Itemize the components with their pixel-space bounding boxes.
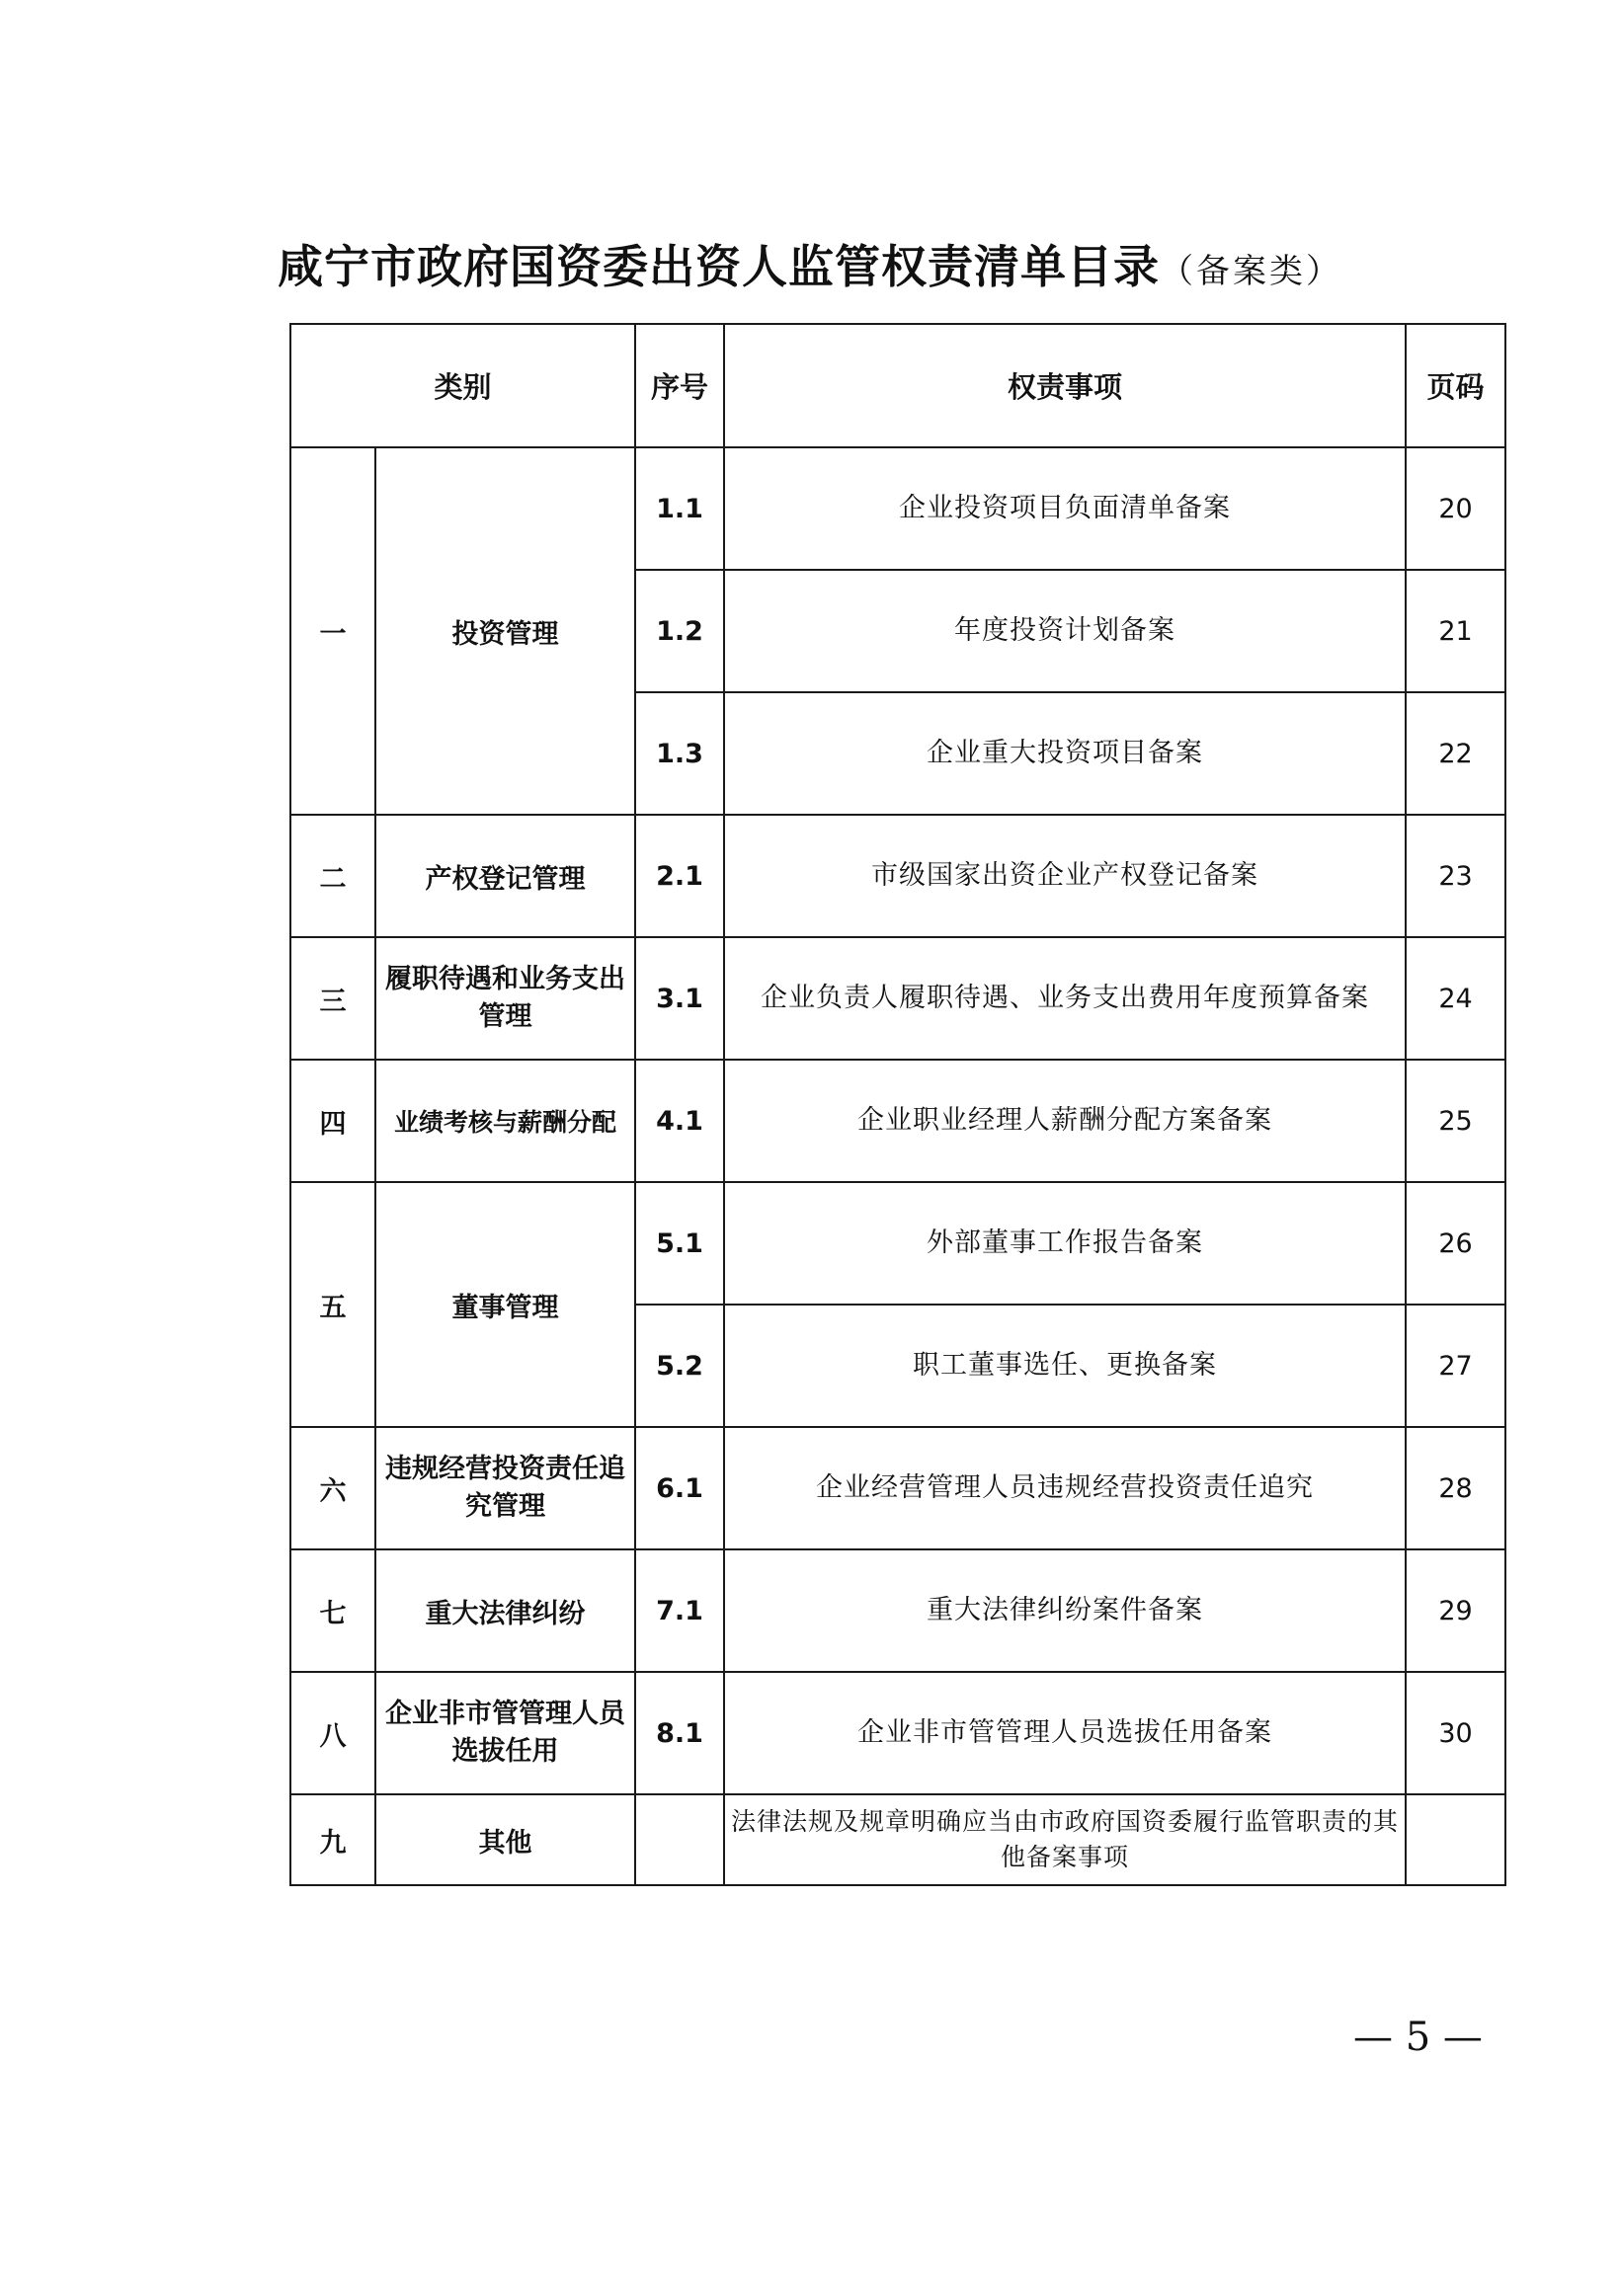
table-row	[290, 1794, 1505, 1885]
item-name: 年度投资计划备案	[724, 570, 1406, 692]
category-number: 一	[290, 447, 375, 815]
item-name: 法律法规及规章明确应当由市政府国资委履行监管职责的其他备案事项	[724, 1794, 1406, 1885]
item-page: 20	[1406, 447, 1505, 570]
item-seq: 8.1	[635, 1672, 724, 1794]
category-name: 产权登记管理	[375, 815, 635, 937]
item-name: 企业经营管理人员违规经营投资责任追究	[724, 1427, 1406, 1549]
item-seq: 2.1	[635, 815, 724, 937]
table-row	[290, 1182, 1505, 1305]
item-name: 企业职业经理人薪酬分配方案备案	[724, 1060, 1406, 1182]
item-page: 29	[1406, 1549, 1505, 1672]
category-number: 九	[290, 1794, 375, 1885]
category-number: 八	[290, 1672, 375, 1794]
item-name: 企业投资项目负面清单备案	[724, 447, 1406, 570]
item-name: 职工董事选任、更换备案	[724, 1305, 1406, 1427]
table-row	[290, 1549, 1505, 1672]
item-page: 21	[1406, 570, 1505, 692]
page-number: — 5 —	[1353, 2015, 1483, 2060]
responsibility-catalog-table	[289, 323, 1506, 1886]
category-name: 企业非市管管理人员选拔任用	[375, 1672, 635, 1794]
item-page: 27	[1406, 1305, 1505, 1427]
item-name: 企业重大投资项目备案	[724, 692, 1406, 815]
item-seq: 1.3	[635, 692, 724, 815]
category-number: 四	[290, 1060, 375, 1182]
item-seq: 1.1	[635, 447, 724, 570]
category-number: 五	[290, 1182, 375, 1427]
table-row	[290, 1427, 1505, 1549]
item-page	[1406, 1794, 1505, 1885]
item-seq: 7.1	[635, 1549, 724, 1672]
item-page: 28	[1406, 1427, 1505, 1549]
item-name: 重大法律纠纷案件备案	[724, 1549, 1406, 1672]
table-row	[290, 937, 1505, 1060]
item-seq	[635, 1794, 724, 1885]
item-seq: 5.2	[635, 1305, 724, 1427]
category-name: 董事管理	[375, 1182, 635, 1427]
category-number: 三	[290, 937, 375, 1060]
table-row	[290, 1060, 1505, 1182]
page-title	[0, 237, 1620, 301]
item-seq: 1.2	[635, 570, 724, 692]
title-main: 咸宁市政府国资委出资人监管权责清单目录	[278, 240, 1160, 293]
table-header-row	[290, 324, 1505, 447]
category-name: 履职待遇和业务支出管理	[375, 937, 635, 1060]
title-suffix: （备案类）	[1160, 252, 1342, 291]
item-seq: 5.1	[635, 1182, 724, 1305]
item-name: 外部董事工作报告备案	[724, 1182, 1406, 1305]
table-row	[290, 815, 1505, 937]
item-seq: 3.1	[635, 937, 724, 1060]
category-number: 六	[290, 1427, 375, 1549]
item-page: 26	[1406, 1182, 1505, 1305]
category-name: 业绩考核与薪酬分配	[375, 1060, 635, 1182]
category-name: 其他	[375, 1794, 635, 1885]
header-category: 类别	[290, 324, 635, 447]
item-page: 22	[1406, 692, 1505, 815]
item-page: 23	[1406, 815, 1505, 937]
header-seq: 序号	[635, 324, 724, 447]
category-number: 二	[290, 815, 375, 937]
item-name: 市级国家出资企业产权登记备案	[724, 815, 1406, 937]
header-item: 权责事项	[724, 324, 1406, 447]
table-row	[290, 1672, 1505, 1794]
header-page: 页码	[1406, 324, 1505, 447]
item-page: 30	[1406, 1672, 1505, 1794]
category-number: 七	[290, 1549, 375, 1672]
category-name: 重大法律纠纷	[375, 1549, 635, 1672]
category-name: 违规经营投资责任追究管理	[375, 1427, 635, 1549]
item-page: 25	[1406, 1060, 1505, 1182]
item-seq: 4.1	[635, 1060, 724, 1182]
table-row	[290, 447, 1505, 570]
item-seq: 6.1	[635, 1427, 724, 1549]
item-name: 企业负责人履职待遇、业务支出费用年度预算备案	[724, 937, 1406, 1060]
category-name: 投资管理	[375, 447, 635, 815]
item-name: 企业非市管管理人员选拔任用备案	[724, 1672, 1406, 1794]
item-page: 24	[1406, 937, 1505, 1060]
